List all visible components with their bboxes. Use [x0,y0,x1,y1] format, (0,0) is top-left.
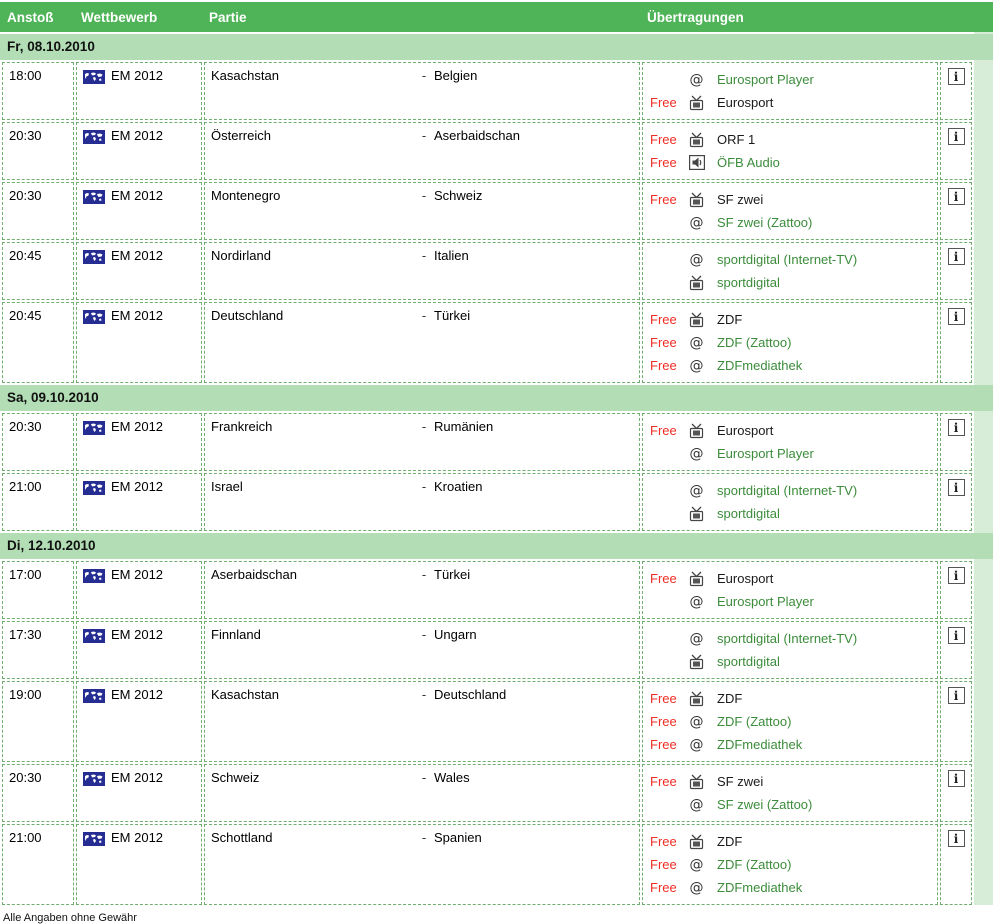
kickoff-time-cell [2,681,74,762]
info-cell [940,561,972,619]
team-separator: - [421,308,427,323]
at-icon: @ [689,879,704,896]
kickoff-time: 20:30 [9,128,42,143]
broadcast-name[interactable]: ÖFB Audio [717,155,780,170]
broadcast-name[interactable]: Eurosport Player [717,446,814,461]
info-cell [940,242,972,300]
team-separator: - [421,687,427,702]
free-badge: Free [650,192,677,207]
team-separator: - [421,567,427,582]
broadcasts-cell [642,62,938,120]
away-team: Wales [434,770,470,785]
info-cell [940,182,972,240]
column-header-partie: Partie [209,9,247,25]
home-team: Kasachstan [211,68,279,83]
broadcast-entry [643,687,937,710]
info-icon[interactable]: i [948,68,965,85]
free-badge: Free [650,691,677,706]
match-row [0,182,974,240]
kickoff-time: 18:00 [9,68,42,83]
broadcast-name[interactable]: sportdigital (Internet-TV) [717,483,858,498]
broadcast-entry [643,502,937,525]
broadcast-name[interactable]: ZDF (Zattoo) [717,857,792,872]
home-team: Frankreich [211,419,273,434]
info-icon[interactable]: i [948,687,965,704]
match-row [0,242,974,300]
kickoff-time: 19:00 [9,687,42,702]
world-map-icon [83,310,105,324]
world-map-icon [83,772,105,786]
at-icon: @ [689,251,704,268]
tv-icon [688,774,705,790]
match-row [0,681,974,762]
footer-disclaimer: Alle Angaben ohne Gewähr [3,912,137,924]
match-row [0,62,974,120]
kickoff-time-cell [2,561,74,619]
broadcast-name[interactable]: ZDFmediathek [717,880,803,895]
home-team: Israel [211,479,243,494]
table-right-strip [974,30,993,905]
date-label: Fr, 08.10.2010 [7,39,95,54]
tv-icon [688,95,705,111]
free-badge: Free [650,834,677,849]
at-icon: @ [689,856,704,873]
info-cell [940,681,972,762]
world-map-icon [83,130,105,144]
broadcast-entry [643,331,937,354]
team-separator: - [421,188,427,203]
competition-label: EM 2012 [111,770,164,785]
broadcasts-cell [642,681,938,762]
kickoff-time: 20:45 [9,248,42,263]
competition-cell [76,242,202,300]
competition-cell [76,621,202,679]
info-icon[interactable]: i [948,308,965,325]
broadcast-name: ZDF [717,691,743,706]
broadcast-entry [643,479,937,502]
broadcast-entry [643,710,937,733]
kickoff-time-cell [2,182,74,240]
kickoff-time-cell [2,473,74,531]
kickoff-time-cell [2,764,74,822]
competition-cell [76,182,202,240]
broadcast-name: ZDF [717,312,743,327]
free-badge: Free [650,774,677,789]
match-row [0,764,974,822]
at-icon: @ [689,796,704,813]
team-separator: - [421,128,427,143]
free-badge: Free [650,857,677,872]
match-cell [204,122,640,180]
column-header-anstoss: Anstoß [7,9,54,25]
broadcasts-cell [642,122,938,180]
match-cell [204,473,640,531]
broadcast-name: SF zwei [717,192,764,207]
broadcasts-cell [642,621,938,679]
home-team: Aserbaidschan [211,567,297,582]
competition-label: EM 2012 [111,128,164,143]
home-team: Kasachstan [211,687,279,702]
competition-cell [76,681,202,762]
competition-label: EM 2012 [111,308,164,323]
competition-cell [76,122,202,180]
broadcast-entry [643,853,937,876]
tv-icon [688,571,705,587]
info-cell [940,302,972,383]
kickoff-time: 17:00 [9,567,42,582]
broadcast-entry [643,442,937,465]
competition-cell [76,413,202,471]
broadcasts-cell [642,561,938,619]
match-row [0,824,974,905]
kickoff-time: 20:30 [9,419,42,434]
broadcast-name[interactable]: SF zwei (Zattoo) [717,215,813,230]
info-icon[interactable]: i [948,248,965,265]
broadcast-entry [643,68,937,91]
match-cell [204,302,640,383]
free-badge: Free [650,737,677,752]
competition-label: EM 2012 [111,627,164,642]
tv-icon [688,834,705,850]
competition-cell [76,764,202,822]
free-badge: Free [650,95,677,110]
broadcasts-cell [642,824,938,905]
world-map-icon [83,832,105,846]
match-cell [204,764,640,822]
broadcast-entry [643,151,937,174]
kickoff-time-cell [2,242,74,300]
broadcast-entry [643,188,937,211]
info-icon[interactable]: i [948,188,965,205]
team-separator: - [421,479,427,494]
kickoff-time-cell [2,824,74,905]
competition-label: EM 2012 [111,567,164,582]
competition-label: EM 2012 [111,687,164,702]
info-icon[interactable]: i [948,627,965,644]
broadcasts-cell [642,764,938,822]
kickoff-time: 20:30 [9,770,42,785]
world-map-icon [83,70,105,84]
away-team: Belgien [434,68,478,83]
broadcast-entry [643,876,937,899]
info-cell [940,824,972,905]
broadcasts-cell [642,413,938,471]
match-cell [204,413,640,471]
at-icon: @ [689,214,704,231]
broadcasts-cell [642,473,938,531]
kickoff-time: 21:00 [9,479,42,494]
kickoff-time-cell [2,122,74,180]
broadcast-name[interactable]: Eurosport Player [717,72,814,87]
at-icon: @ [689,630,704,647]
info-cell [940,122,972,180]
info-icon[interactable]: i [948,770,965,787]
broadcast-name[interactable]: ZDFmediathek [717,358,803,373]
competition-label: EM 2012 [111,419,164,434]
info-icon[interactable]: i [948,830,965,847]
match-cell [204,182,640,240]
broadcast-name[interactable]: ZDF (Zattoo) [717,714,792,729]
tv-icon [688,312,705,328]
team-separator: - [421,830,427,845]
tv-icon [688,691,705,707]
info-icon[interactable]: i [948,419,965,436]
kickoff-time-cell [2,413,74,471]
broadcast-entry [643,419,937,442]
match-row [0,621,974,679]
broadcast-name: Eurosport [717,571,774,586]
broadcast-entry [643,650,937,673]
home-team: Finnland [211,627,261,642]
away-team: Spanien [434,830,482,845]
kickoff-time-cell [2,62,74,120]
broadcast-entry [643,128,937,151]
kickoff-time-cell [2,302,74,383]
broadcast-entry [643,590,937,613]
info-icon[interactable]: i [948,128,965,145]
broadcast-name[interactable]: ZDFmediathek [717,737,803,752]
free-badge: Free [650,155,677,170]
match-cell [204,621,640,679]
competition-cell [76,62,202,120]
match-row [0,413,974,471]
away-team: Türkei [434,308,471,323]
world-map-icon [83,629,105,643]
kickoff-time: 20:30 [9,188,42,203]
away-team: Deutschland [434,687,507,702]
match-row [0,473,974,531]
home-team: Schottland [211,830,273,845]
tv-icon [688,132,705,148]
info-cell [940,621,972,679]
broadcast-name[interactable]: SF zwei (Zattoo) [717,797,813,812]
info-cell [940,62,972,120]
broadcast-name[interactable]: sportdigital [717,275,780,290]
world-map-icon [83,689,105,703]
competition-cell [76,473,202,531]
free-badge: Free [650,571,677,586]
at-icon: @ [689,713,704,730]
match-cell [204,561,640,619]
tv-icon [688,423,705,439]
away-team: Italien [434,248,469,263]
away-team: Aserbaidschan [434,128,520,143]
world-map-icon [83,481,105,495]
date-label: Di, 12.10.2010 [7,538,96,553]
column-header-uebertragungen: Übertragungen [647,9,744,25]
at-icon: @ [689,736,704,753]
free-badge: Free [650,312,677,327]
home-team: Schweiz [211,770,260,785]
broadcast-entry [643,271,937,294]
free-badge: Free [650,423,677,438]
info-cell [940,764,972,822]
column-header-wettbewerb: Wettbewerb [81,9,158,25]
at-icon: @ [689,71,704,88]
tv-icon [688,275,705,291]
broadcast-name[interactable]: ZDF (Zattoo) [717,335,792,350]
competition-cell [76,302,202,383]
date-separator-row [0,34,993,60]
free-badge: Free [650,358,677,373]
broadcast-entry [643,248,937,271]
home-team: Deutschland [211,308,284,323]
tv-icon [688,192,705,208]
tv-icon [688,654,705,670]
broadcast-entry [643,627,937,650]
away-team: Rumänien [434,419,494,434]
free-badge: Free [650,714,677,729]
match-cell [204,681,640,762]
team-separator: - [421,68,427,83]
competition-label: EM 2012 [111,188,164,203]
match-cell [204,824,640,905]
away-team: Kroatien [434,479,483,494]
kickoff-time: 17:30 [9,627,42,642]
at-icon: @ [689,357,704,374]
away-team: Schweiz [434,188,483,203]
team-separator: - [421,419,427,434]
broadcast-entry [643,793,937,816]
broadcast-name: ZDF [717,834,743,849]
date-separator-row [0,533,993,559]
world-map-icon [83,190,105,204]
free-badge: Free [650,880,677,895]
table-header-row [0,2,993,32]
match-row [0,561,974,619]
match-cell [204,242,640,300]
kickoff-time: 21:00 [9,830,42,845]
broadcast-name[interactable]: sportdigital (Internet-TV) [717,631,858,646]
broadcast-entry [643,354,937,377]
competition-label: EM 2012 [111,479,164,494]
broadcast-name[interactable]: sportdigital (Internet-TV) [717,252,858,267]
at-icon: @ [689,482,704,499]
broadcasts-cell [642,302,938,383]
kickoff-time-cell [2,621,74,679]
world-map-icon [83,569,105,583]
home-team: Österreich [211,128,271,143]
broadcast-name: SF zwei [717,774,764,789]
broadcast-entry [643,733,937,756]
info-icon[interactable]: i [948,567,965,584]
world-map-icon [83,421,105,435]
info-cell [940,473,972,531]
team-separator: - [421,627,427,642]
tv-icon [688,506,705,522]
broadcast-name[interactable]: sportdigital [717,654,780,669]
info-icon[interactable]: i [948,479,965,496]
at-icon: @ [689,445,704,462]
broadcasts-cell [642,242,938,300]
team-separator: - [421,770,427,785]
team-separator: - [421,248,427,263]
away-team: Ungarn [434,627,477,642]
broadcast-entry [643,91,937,114]
broadcast-entry [643,830,937,853]
broadcast-entry [643,770,937,793]
match-cell [204,62,640,120]
free-badge: Free [650,132,677,147]
broadcast-name[interactable]: sportdigital [717,506,780,521]
competition-label: EM 2012 [111,68,164,83]
match-row [0,122,974,180]
speaker-icon [689,155,705,170]
home-team: Montenegro [211,188,281,203]
kickoff-time: 20:45 [9,308,42,323]
at-icon: @ [689,593,704,610]
broadcast-name[interactable]: Eurosport Player [717,594,814,609]
free-badge: Free [650,335,677,350]
date-label: Sa, 09.10.2010 [7,390,99,405]
world-map-icon [83,250,105,264]
broadcast-name: ORF 1 [717,132,756,147]
broadcast-name: Eurosport [717,423,774,438]
home-team: Nordirland [211,248,271,263]
away-team: Türkei [434,567,471,582]
broadcasts-cell [642,182,938,240]
competition-cell [76,824,202,905]
at-icon: @ [689,334,704,351]
match-row [0,302,974,383]
competition-cell [76,561,202,619]
info-cell [940,413,972,471]
competition-label: EM 2012 [111,830,164,845]
broadcast-entry [643,211,937,234]
competition-label: EM 2012 [111,248,164,263]
broadcast-entry [643,308,937,331]
broadcast-entry [643,567,937,590]
broadcast-name: Eurosport [717,95,774,110]
date-separator-row [0,385,993,411]
